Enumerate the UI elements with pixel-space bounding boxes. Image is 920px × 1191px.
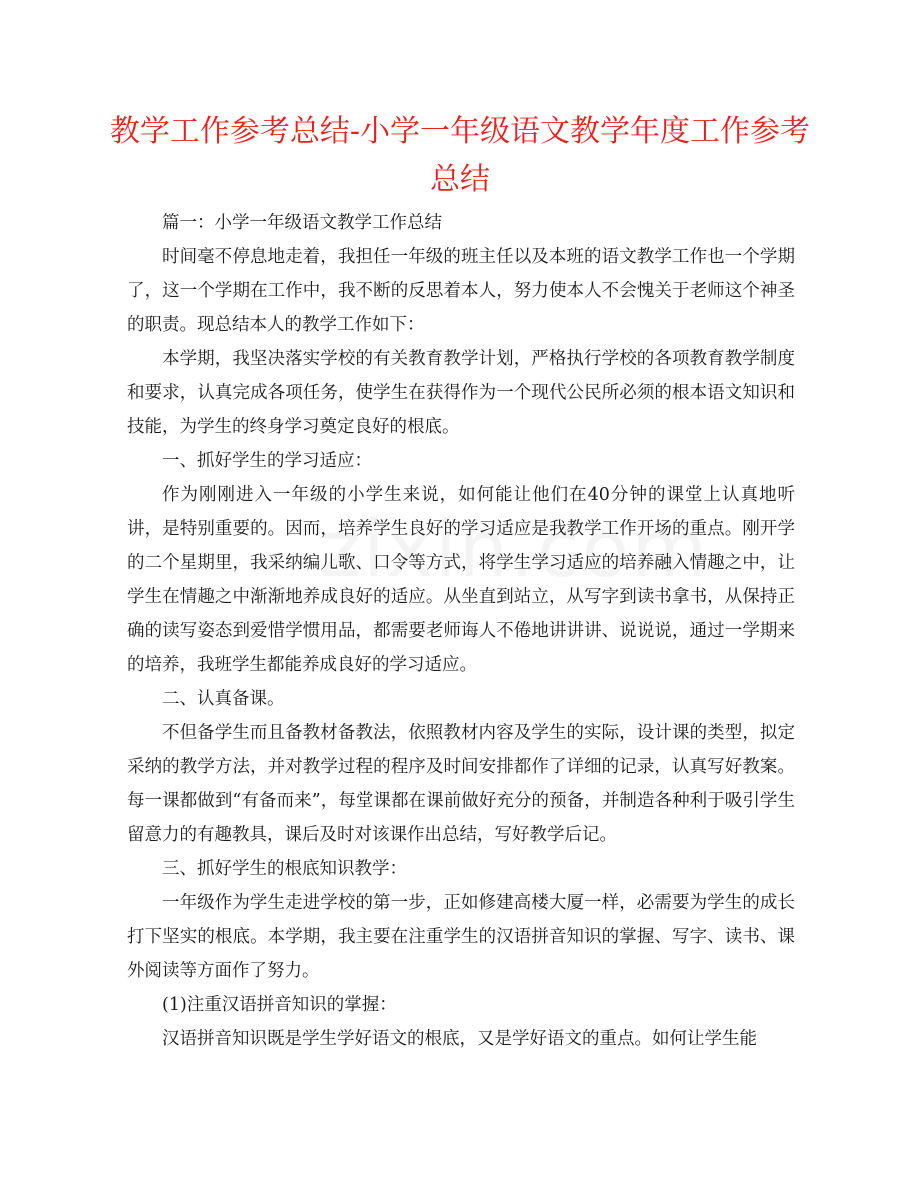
paragraph: 汉语拼音知识既是学生学好语文的根底，又是学好语文的重点。如何让学生能 xyxy=(162,1029,757,1049)
document-body xyxy=(127,206,795,1056)
section-heading: 一、抓好学生的学习适应： xyxy=(162,451,372,471)
paragraph: 时间毫不停息地走着，我担任一年级的班主任以及本班的语文教学工作也一个学期了，这一个学期在工作中，我不断的反思着本人，努力使本人不会愧关于老师这个神圣的职责。现总结本人的教学工作如下： xyxy=(127,247,795,335)
section-heading: 篇一：小学一年级语文教学工作总结 xyxy=(162,213,442,233)
subsection-heading: (1)注重汉语拼音知识的掌握： xyxy=(162,995,397,1015)
document-title: 教学工作参考总结-小学一年级语文教学年度工作参考总结 xyxy=(109,114,811,197)
paragraph: 本学期，我坚决落实学校的有关教育教学计划，严格执行学校的各项教育教学制度和要求，认真完成各项任务，使学生在获得作为一个现代公民所必须的根本语文知识和技能，为学生的终身学习奠定良好的根底。 xyxy=(127,349,795,437)
section-heading: 二、认真备课。 xyxy=(162,689,285,709)
paragraph: 不但备学生而且备教材备教法，依照教材内容及学生的实际，设计课的类型，拟定采纳的教学方法，并对教学过程的程序及时间安排都作了详细的记录，认真写好教案。每一课都做到“有备而来”，每堂课都在课前做好充分的预备，并制造各种利于吸引学生留意力的有趣教具，课后及时对该课作出总结，写好教学后记。 xyxy=(127,723,795,845)
section-heading: 三、抓好学生的根底知识教学： xyxy=(162,859,407,879)
paragraph: 一年级作为学生走进学校的第一步，正如修建高楼大厦一样，必需要为学生的成长打下坚实的根底。本学期，我主要在注重学生的汉语拼音知识的掌握、写字、读书、课外阅读等方面作了努力。 xyxy=(127,893,795,981)
paragraph: 作为刚刚进入一年级的小学生来说，如何能让他们在40分钟的课堂上认真地听讲，是特别重要的。因而，培养学生良好的学习适应是我教学工作开场的重点。刚开学的二个星期里，我采纳编儿歌、口令等方式，将学生学习适应的培养融入情趣之中，让学生在情趣之中渐渐地养成良好的适应。从坐直到站立，从写字到读书拿书，从保持正确的读写姿态到爱惜学惯用品，都需要老师诲人不倦地讲讲讲、说说说，通过一学期来的培养，我班学生都能养成良好的学习适应。 xyxy=(127,485,795,675)
